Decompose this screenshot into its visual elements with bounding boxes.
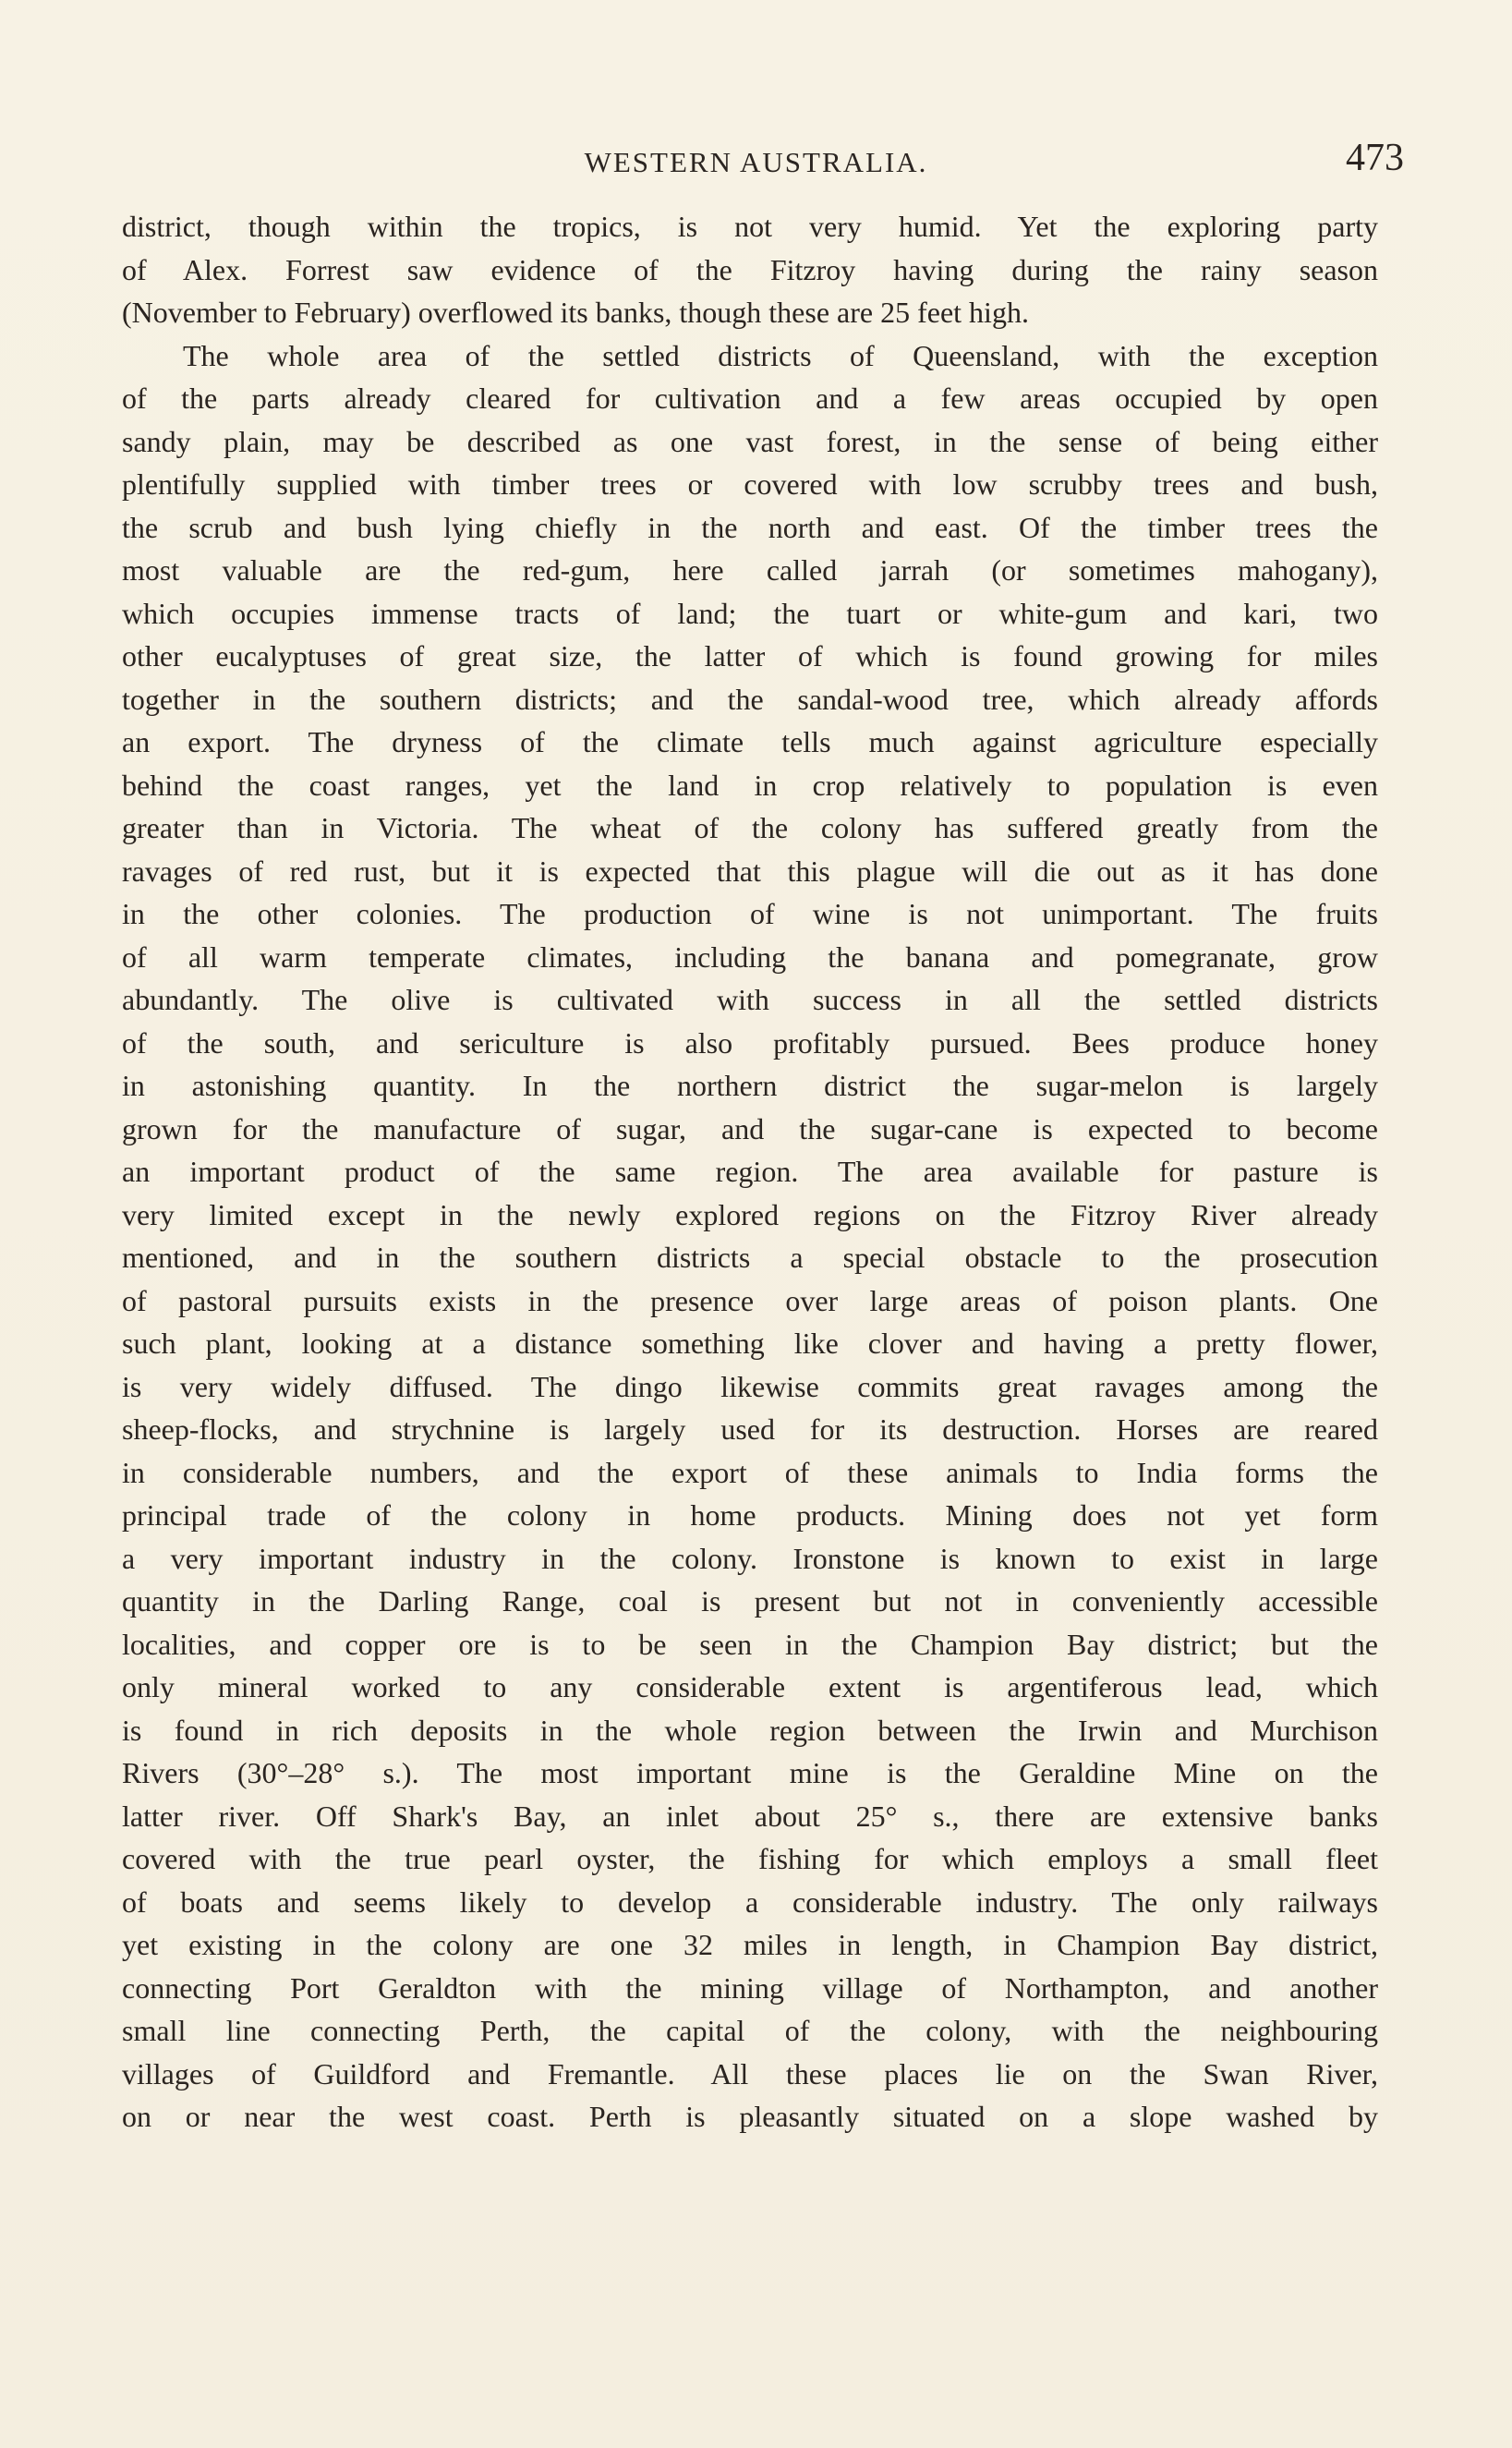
text-line: mentioned, and in the southern districts a special obstacle to the prosecution — [122, 1241, 1378, 1274]
running-title: WESTERN AUSTRALIA. — [584, 146, 928, 178]
text-line: behind the coast ranges, yet the land in crop relatively to population is even — [122, 768, 1378, 802]
text-line: small line connecting Perth, the capital of the colony, with the neighbouring — [122, 2014, 1378, 2047]
running-head — [0, 137, 1512, 192]
text-line: is very widely diffused. The dingo likewise commits great ravages among the — [122, 1369, 1378, 1403]
text-line: such plant, looking at a distance something like clover and having a pretty flower, — [122, 1327, 1378, 1360]
text-line: yet existing in the colony are one 32 miles in length, in Champion Bay district, — [122, 1928, 1378, 1961]
text-line: Rivers (30°–28° s.). The most important mine is the Geraldine Mine on the — [122, 1756, 1378, 1789]
text-line: an important product of the same region. The area available for pasture is — [122, 1155, 1378, 1188]
text-line: an export. The dryness of the climate tells much against agriculture especially — [122, 725, 1378, 758]
text-line: villages of Guildford and Fremantle. All these places lie on the Swan River, — [122, 2056, 1378, 2090]
text-line: grown for the manufacture of sugar, and the sugar-cane is expected to become — [122, 1111, 1378, 1145]
paragraph-start-line: The whole area of the settled districts of Queensland, with the exception — [183, 338, 1378, 372]
text-line: of the parts already cleared for cultivation and a few areas occupied by open — [122, 382, 1378, 415]
text-line: in astonishing quantity. In the northern district the sugar-melon is largely — [122, 1069, 1378, 1102]
text-line: localities, and copper ore is to be seen in the Champion Bay district; but the — [122, 1627, 1378, 1661]
page-number: 473 — [1346, 137, 1404, 179]
text-line: only mineral worked to any considerable extent is argentiferous lead, which — [122, 1670, 1378, 1703]
text-line: on or near the west coast. Perth is pleasantly situated on a slope washed by — [122, 2100, 1378, 2133]
text-line: most valuable are the red-gum, here called jarrah (or sometimes mahogany), — [122, 553, 1378, 587]
text-line: of pastoral pursuits exists in the presence over large areas of poison plants. One — [122, 1283, 1378, 1317]
text-line: of the south, and sericulture is also profitably pursued. Bees produce honey — [122, 1025, 1378, 1060]
text-line: is found in rich deposits in the whole region between the Irwin and Murchison — [122, 1713, 1378, 1747]
text-line: covered with the true pearl oyster, the fishing for which employs a small fleet — [122, 1842, 1378, 1875]
text-line: sandy plain, may be described as one vast forest, in the sense of being either — [122, 424, 1378, 458]
text-line: greater than in Victoria. The wheat of the colony has suffered greatly from the — [122, 811, 1378, 844]
text-line: principal trade of the colony in home products. Mining does not yet form — [122, 1498, 1378, 1532]
text-line: connecting Port Geraldton with the mining village of Northampton, and another — [122, 1970, 1378, 2005]
text-line: in considerable numbers, and the export of these animals to India forms the — [122, 1455, 1378, 1489]
text-line: of Alex. Forrest saw evidence of the Fitzroy having during the rainy season — [122, 252, 1378, 286]
text-line: in the other colonies. The production of wine is not unimportant. The fruits — [122, 897, 1378, 930]
text-line: ravages of red rust, but it is expected that this plague will die out as it has done — [122, 854, 1378, 888]
text-line: of all warm temperate climates, including the banana and pomegranate, grow — [122, 939, 1378, 974]
text-line: latter river. Off Shark's Bay, an inlet about 25° s., there are extensive banks — [122, 1799, 1378, 1833]
text-line: abundantly. The olive is cultivated with success in all the settled districts — [122, 983, 1378, 1016]
text-line: other eucalyptuses of great size, the latter of which is found growing for miles — [122, 639, 1378, 673]
text-line: quantity in the Darling Range, coal is present but not in conveniently accessible — [122, 1584, 1378, 1618]
text-line: very limited except in the newly explored regions on the Fitzroy River already — [122, 1197, 1378, 1231]
text-line: which occupies immense tracts of land; the tuart or white-gum and kari, two — [122, 596, 1378, 630]
text-line: together in the southern districts; and the sandal-wood tree, which already affords — [122, 682, 1378, 716]
text-line: sheep-flocks, and strychnine is largely used for its destruction. Horses are reared — [122, 1412, 1378, 1446]
text-line: plentifully supplied with timber trees or covered with low scrubby trees and bush, — [122, 467, 1378, 501]
text-line: district, though within the tropics, is not very humid. Yet the exploring party — [122, 210, 1378, 243]
text-line: (November to February) overflowed its banks, though these are 25 feet high. — [122, 296, 1029, 329]
text-line: the scrub and bush lying chiefly in the north and east. Of the timber trees the — [122, 510, 1378, 544]
text-line: a very important industry in the colony. Ironstone is known to exist in large — [122, 1541, 1378, 1575]
text-line: of boats and seems likely to develop a considerable industry. The only railways — [122, 1884, 1378, 1919]
body-text — [122, 205, 1378, 2139]
